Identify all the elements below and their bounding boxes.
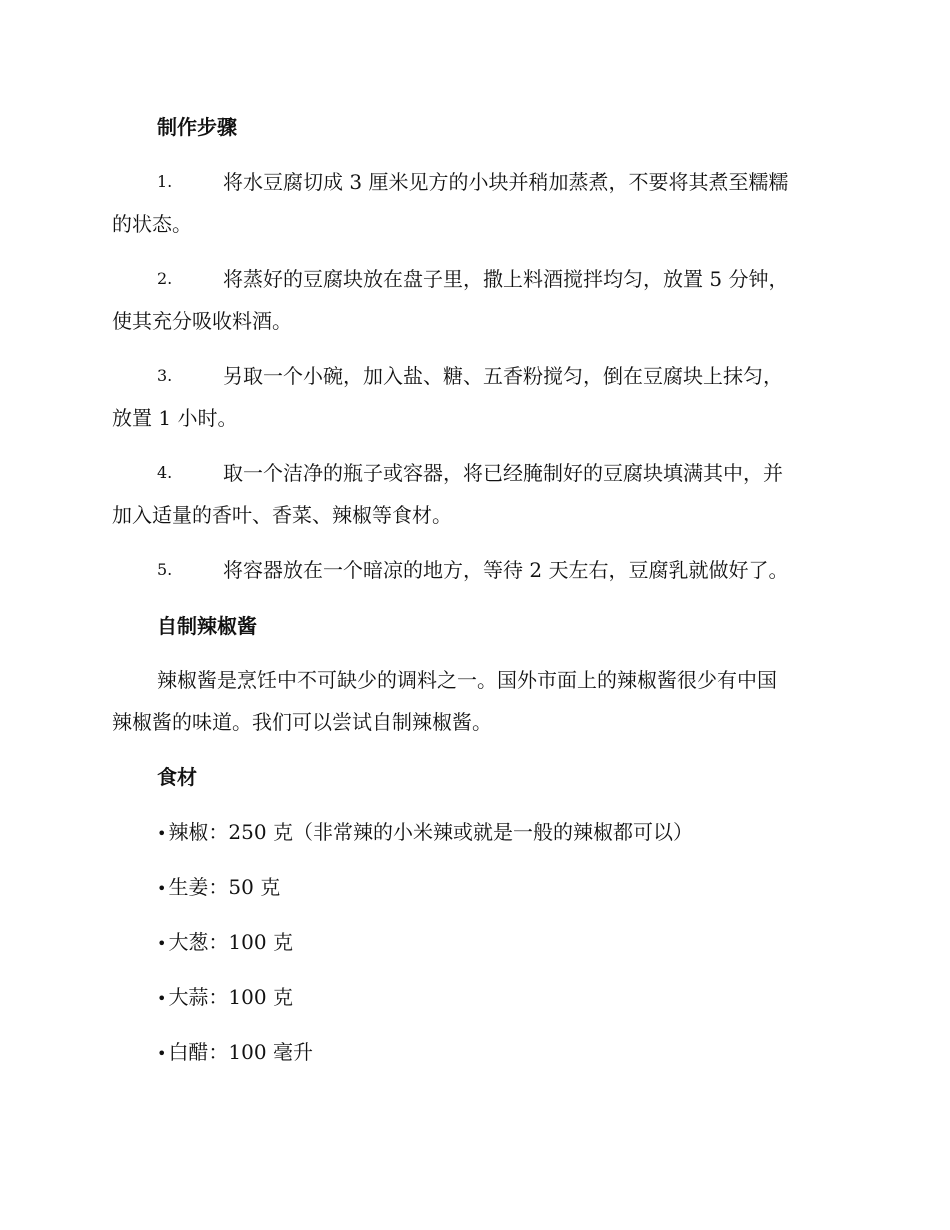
- ingredient-item: [157, 818, 693, 848]
- step-number: 1.: [157, 172, 173, 191]
- paragraph-line: 辣椒酱的味道。我们可以尝试自制辣椒酱。: [112, 710, 492, 734]
- step-text-line: 放置 1 小时。: [112, 406, 238, 430]
- step-text-line: 取一个洁净的瓶子或容器，将已经腌制好的豆腐块填满其中，并: [223, 461, 783, 485]
- ingredient-text: 大葱：100 克: [168, 930, 293, 954]
- ingredient-item: [157, 928, 293, 958]
- step-number: 3.: [157, 366, 173, 385]
- ingredient-text: 白醋：100 毫升: [168, 1040, 313, 1064]
- chili-sauce-heading: 自制辣椒酱: [157, 614, 257, 638]
- step-item: [112, 452, 832, 536]
- step-text-line: 将水豆腐切成 3 厘米见方的小块并稍加蒸煮，不要将其煮至糯糯: [223, 170, 789, 194]
- ingredient-text: 辣椒：250 克（非常辣的小米辣或就是一般的辣椒都可以）: [168, 820, 693, 844]
- step-number: 4.: [157, 463, 173, 482]
- step-number: 2.: [157, 269, 173, 288]
- steps-heading: 制作步骤: [157, 115, 237, 139]
- step-text-line: 另取一个小碗，加入盐、糖、五香粉搅匀，倒在豆腐块上抹匀，: [223, 364, 783, 388]
- bullet-icon: •: [157, 1044, 167, 1063]
- step-number: 5.: [157, 560, 173, 579]
- step-text-line: 将蒸好的豆腐块放在盘子里，撒上料酒搅拌均匀，放置 5 分钟，: [223, 267, 789, 291]
- ingredient-text: 大蒜：100 克: [168, 985, 293, 1009]
- step-text-line: 将容器放在一个暗凉的地方，等待 2 天左右，豆腐乳就做好了。: [223, 558, 789, 582]
- step-text-line: 使其充分吸收料酒。: [112, 309, 292, 333]
- ingredient-item: [157, 1038, 313, 1068]
- bullet-icon: •: [157, 824, 167, 843]
- bullet-icon: •: [157, 989, 167, 1008]
- chili-intro-paragraph: [112, 659, 832, 743]
- ingredient-item: [157, 873, 280, 903]
- paragraph-line: 辣椒酱是烹饪中不可缺少的调料之一。国外市面上的辣椒酱很少有中国: [157, 668, 777, 692]
- ingredients-heading: 食材: [157, 765, 197, 789]
- bullet-icon: •: [157, 879, 167, 898]
- step-item: [112, 258, 832, 342]
- step-item: [112, 549, 832, 591]
- bullet-icon: •: [157, 934, 167, 953]
- step-item: [112, 355, 832, 439]
- step-item: [112, 161, 832, 245]
- ingredient-text: 生姜：50 克: [168, 875, 281, 899]
- ingredient-item: [157, 983, 293, 1013]
- step-text-line: 的状态。: [112, 212, 192, 236]
- step-text-line: 加入适量的香叶、香菜、辣椒等食材。: [112, 503, 452, 527]
